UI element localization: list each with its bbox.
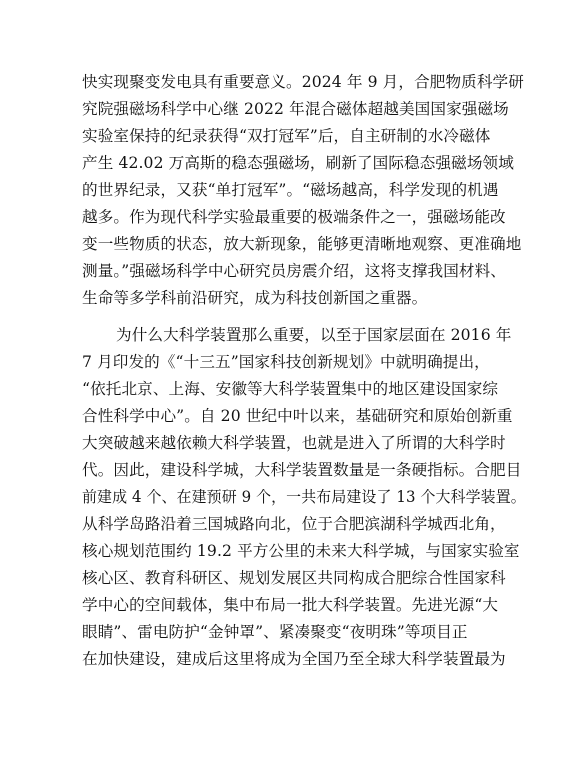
paragraph-2-line-11: 学中心的空间载体，集中布局一批大科学装置。先进光源“大 <box>82 596 499 614</box>
paragraph-1-line-8: 测量。”强磁场科学中心研究员房震介绍，这将支撑我国材料、 <box>82 262 507 280</box>
paragraph-2-line-12: 眼睛”、雷电防护“金钟罩”、紧凑聚变“夜明珠”等项目正 <box>82 623 468 641</box>
paragraph-2-line-7: 前建成 4 个、在建预研 9 个，一共布局建设了 13 个大科学装置。 <box>82 488 526 506</box>
paragraph-1-line-5: 的世界纪录，又获“单打冠军”。“磁场越高，科学发现的机遇 <box>82 181 499 199</box>
paragraph-1-line-4: 产生 42.02 万高斯的稳态强磁场，刷新了国际稳态强磁场领域 <box>82 154 514 172</box>
paragraph-2-line-6: 代。因此，建设科学城，大科学装置数量是一条硬指标。合肥目 <box>82 461 522 479</box>
paragraph-1-line-1: 快实现聚变发电具有重要意义。2024 年 9 月，合肥物质科学研 <box>82 73 524 91</box>
paragraph-1-line-7: 变一些物质的状态，放大新现象，能够更清晰地观察、更准确地 <box>82 235 522 253</box>
paragraph-2-line-1: 为什么大科学装置那么重要，以至于国家层面在 2016 年 <box>116 326 512 344</box>
paragraph-1-line-2: 究院强磁场科学中心继 2022 年混合磁体超越美国国家强磁场 <box>82 100 509 118</box>
paragraph-2-line-8: 从科学岛路沿着三国城路向北，位于合肥滨湖科学城西北角， <box>82 515 506 533</box>
paragraph-2-line-2: 7 月印发的《“十三五”国家科技创新规划》中就明确提出， <box>82 353 490 371</box>
paragraph-1-line-9: 生命等多学科前沿研究，成为科技创新国之重器。 <box>82 289 428 307</box>
paragraph-2-line-9: 核心规划范围约 19.2 平方公里的未来大科学城，与国家实验室 <box>82 542 520 560</box>
paragraph-2-line-4: 合性科学中心”。自 20 世纪中叶以来，基础研究和原始创新重 <box>82 407 513 425</box>
paragraph-1-line-3: 实验室保持的纪录获得“双打冠军”后，自主研制的水冷磁体 <box>82 127 491 145</box>
paragraph-2-line-13: 在加快建设，建成后这里将成为全国乃至全球大科学装置最为 <box>82 650 506 668</box>
paragraph-1-line-6: 越多。作为现代科学实验最重要的极端条件之一，强磁场能改 <box>82 208 506 226</box>
paragraph-2-line-10: 核心区、教育科研区、规划发展区共同构成合肥综合性国家科 <box>82 569 506 587</box>
paragraph-2-line-3: “依托北京、上海、安徽等大科学装置集中的地区建设国家综 <box>82 380 499 398</box>
paragraph-2-line-5: 大突破越来越依赖大科学装置，也就是进入了所谓的大科学时 <box>82 434 506 452</box>
